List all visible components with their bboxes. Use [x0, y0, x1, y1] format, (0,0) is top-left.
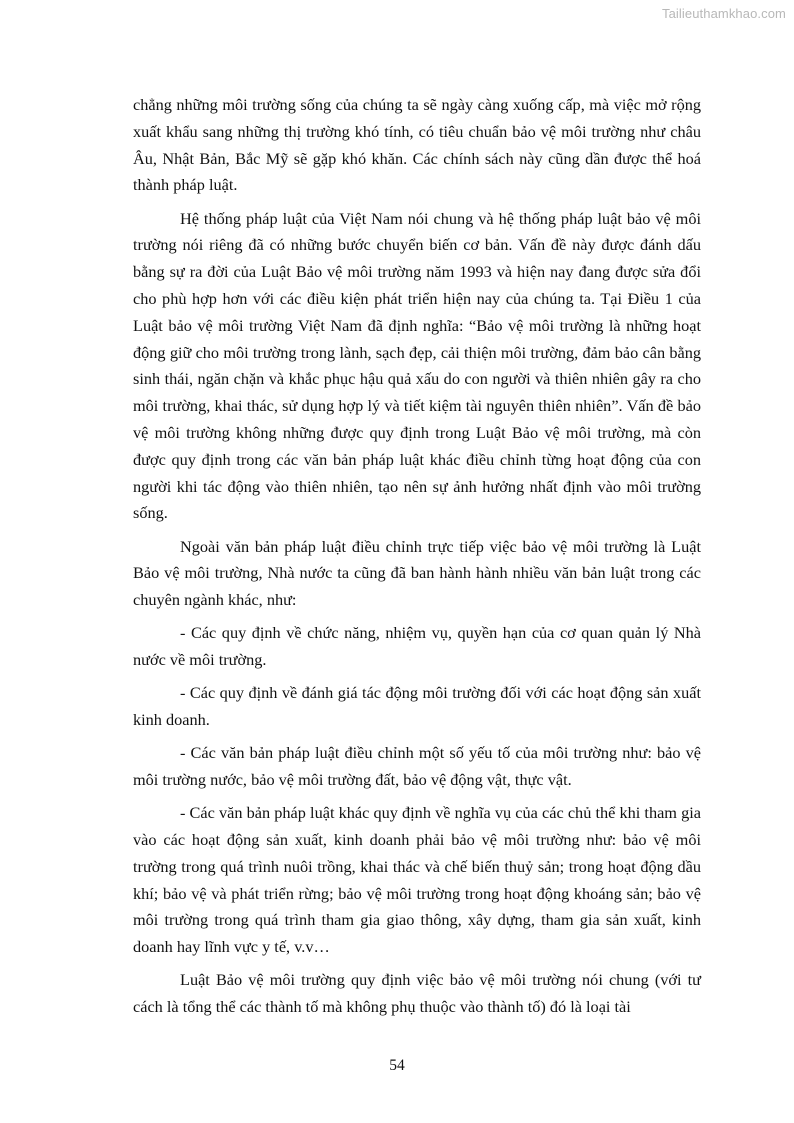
list-item-obligations: - Các văn bản pháp luật khác quy định về nghĩa vụ của các chủ thể khi tham gia vào các hoạt động sản xuất, kinh doanh phải bảo vệ môi trường như: bảo vệ môi trường trong quá trình nuôi trồng, khai thác và chế biến thuỷ sản; trong hoạt động dầu khí; bảo vệ và phát triển rừng; bảo vệ môi trường trong hoạt động khoáng sản; bảo vệ môi trường trong quá trình tham gia giao thông, xây dựng, tham gia sản xuất, kinh doanh hay lĩnh vực y tế, v.v…	[133, 803, 701, 957]
paragraph-legal-system: Hệ thống pháp luật của Việt Nam nói chung và hệ thống pháp luật bảo vệ môi trường nói riêng đã có những bước chuyển biến cơ bản. Vấn đề này được đánh dấu bằng sự ra đời của Luật Bảo vệ môi trường năm 1993 và hiện nay đang được sửa đổi cho phù hợp hơn với các điều kiện phát triển hiện nay của chúng ta. Tại Điều 1 của Luật bảo vệ môi trường Việt Nam đã định nghĩa: “Bảo vệ môi trường là những hoạt động giữ cho môi trường trong lành, sạch đẹp, cải thiện môi trường, đảm bảo cân bằng sinh thái, ngăn chặn và khắc phục hậu quả xấu do con người và thiên nhiên gây ra cho môi trường, khai thác, sử dụng hợp lý và tiết kiệm tài nguyên thiên nhiên”. Vấn đề bảo vệ môi trường không những được quy định trong Luật Bảo vệ môi trường, mà còn được quy định trong các văn bản pháp luật khác điều chỉnh từng hoạt động của con người khi tác động vào thiên nhiên, tạo nên sự ảnh hưởng nhất định vào môi trường sống.	[133, 208, 701, 523]
list-item-impact-assessment: - Các quy định về đánh giá tác động môi trường đối với các hoạt động sản xuất kinh doanh.	[133, 683, 701, 730]
paragraph-other-documents: Ngoài văn bản pháp luật điều chỉnh trực tiếp việc bảo vệ môi trường là Luật Bảo vệ môi trường, Nhà nước ta cũng đã ban hành hành nhiều văn bản luật trong các chuyên ngành khác, như:	[133, 536, 701, 610]
paragraph-law-scope: Luật Bảo vệ môi trường quy định việc bảo vệ môi trường nói chung (với tư cách là tổng thể các thành tố mà không phụ thuộc vào thành tố) đó là loại tài	[133, 970, 701, 1017]
paragraph-continuation: chẳng những môi trường sống của chúng ta sẽ ngày càng xuống cấp, mà việc mở rộng xuất khẩu sang những thị trường khó tính, có tiêu chuẩn bảo vệ môi trường như châu Âu, Nhật Bản, Bắc Mỹ sẽ gặp khó khăn. Các chính sách này cũng dần được thể hoá thành pháp luật.	[133, 95, 701, 195]
page-number: 54	[389, 1057, 405, 1074]
list-item-environment-factors: - Các văn bản pháp luật điều chỉnh một số yếu tố của môi trường như: bảo vệ môi trường nước, bảo vệ môi trường đất, bảo vệ động vật, thực vật.	[133, 743, 701, 790]
watermark-text: Tailieuthamkhao.com	[661, 6, 786, 21]
document-body	[133, 92, 701, 1027]
list-item-state-management: - Các quy định về chức năng, nhiệm vụ, quyền hạn của cơ quan quản lý Nhà nước về môi trường.	[133, 623, 701, 670]
